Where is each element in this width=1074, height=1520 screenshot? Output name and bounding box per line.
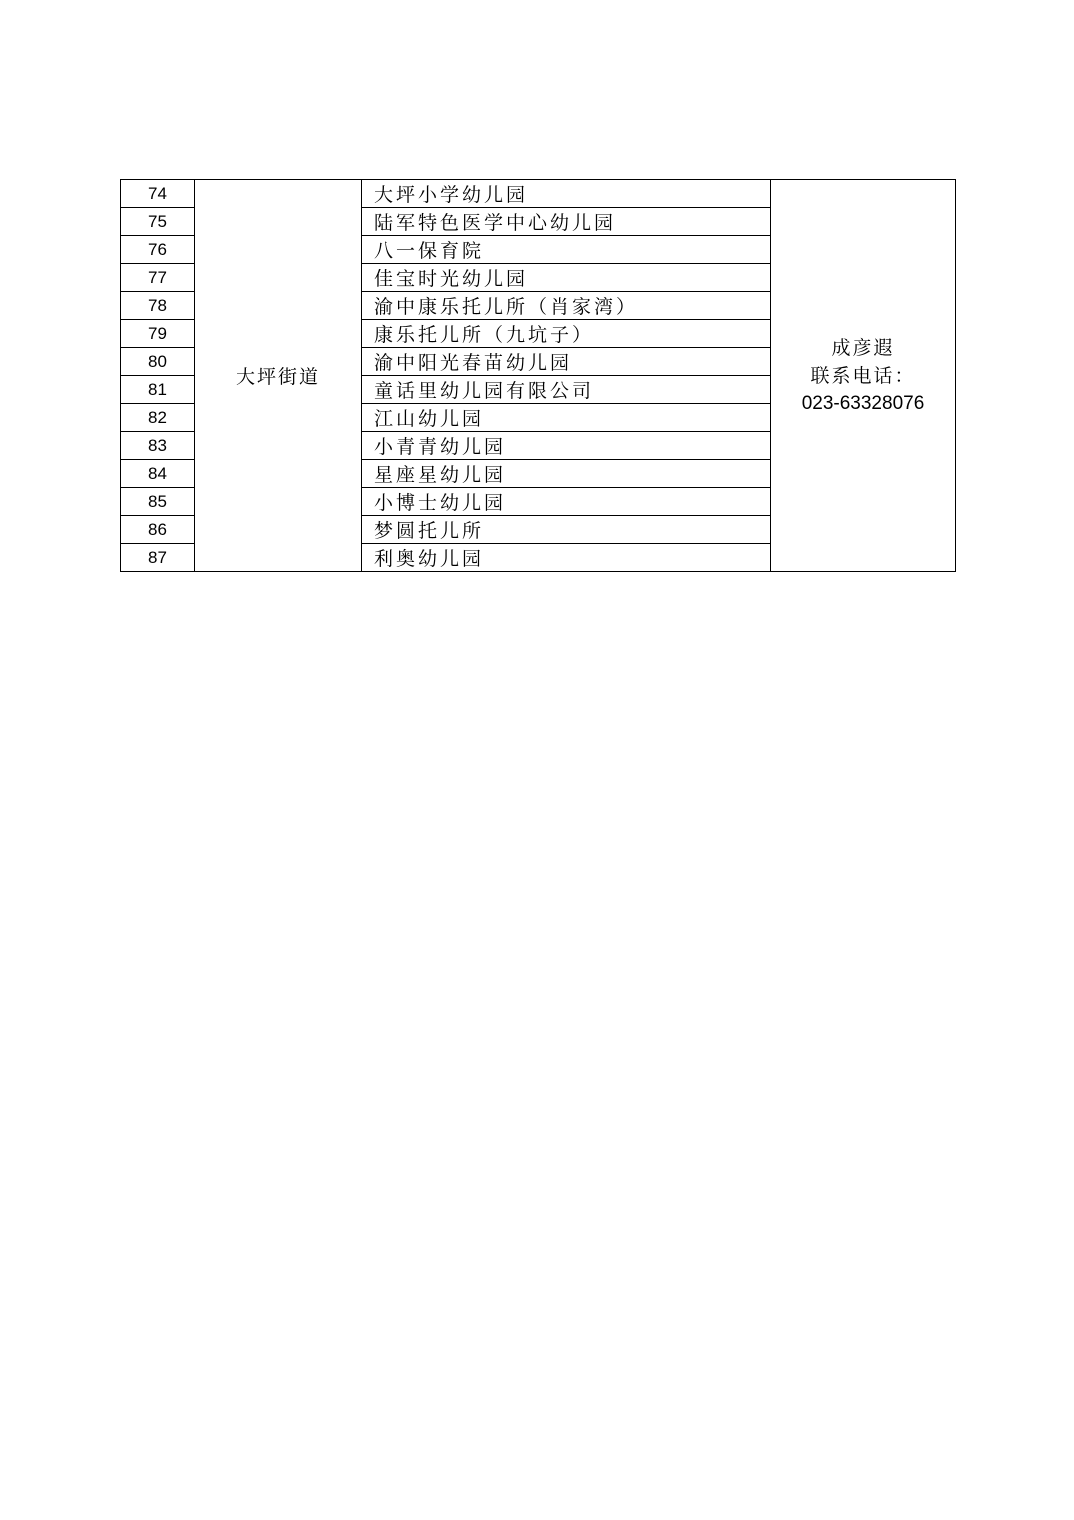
kindergarten-name: 陆军特色医学中心幼儿园 — [362, 208, 771, 236]
kindergarten-name: 利奥幼儿园 — [362, 544, 771, 572]
kindergarten-name: 梦圆托儿所 — [362, 516, 771, 544]
kindergarten-name: 江山幼儿园 — [362, 404, 771, 432]
contact-phone-label: 联系电话： — [810, 364, 916, 387]
row-number: 87 — [121, 544, 195, 572]
row-number: 81 — [121, 376, 195, 404]
row-number: 79 — [121, 320, 195, 348]
kindergarten-name: 大坪小学幼儿园 — [362, 180, 771, 208]
row-number: 84 — [121, 460, 195, 488]
kindergarten-name: 渝中康乐托儿所（肖家湾） — [362, 292, 771, 320]
kindergarten-name: 康乐托儿所（九坑子） — [362, 320, 771, 348]
kindergarten-name: 八一保育院 — [362, 236, 771, 264]
kindergarten-name: 星座星幼儿园 — [362, 460, 771, 488]
row-number: 78 — [121, 292, 195, 320]
row-number: 74 — [121, 180, 195, 208]
row-number: 85 — [121, 488, 195, 516]
street-name: 大坪街道 — [195, 180, 362, 572]
row-number: 75 — [121, 208, 195, 236]
contact-cell — [771, 180, 956, 572]
kindergarten-name: 小青青幼儿园 — [362, 432, 771, 460]
row-number: 80 — [121, 348, 195, 376]
table-row — [121, 180, 956, 208]
kindergarten-table — [120, 179, 956, 572]
row-number: 77 — [121, 264, 195, 292]
row-number: 83 — [121, 432, 195, 460]
kindergarten-name: 渝中阳光春苗幼儿园 — [362, 348, 771, 376]
row-number: 82 — [121, 404, 195, 432]
table-body — [121, 180, 956, 572]
contact-person: 成彦遐 — [831, 336, 895, 359]
row-number: 86 — [121, 516, 195, 544]
kindergarten-name: 小博士幼儿园 — [362, 488, 771, 516]
contact-phone-number: 023-63328076 — [801, 392, 925, 414]
kindergarten-name: 佳宝时光幼儿园 — [362, 264, 771, 292]
row-number: 76 — [121, 236, 195, 264]
kindergarten-name: 童话里幼儿园有限公司 — [362, 376, 771, 404]
